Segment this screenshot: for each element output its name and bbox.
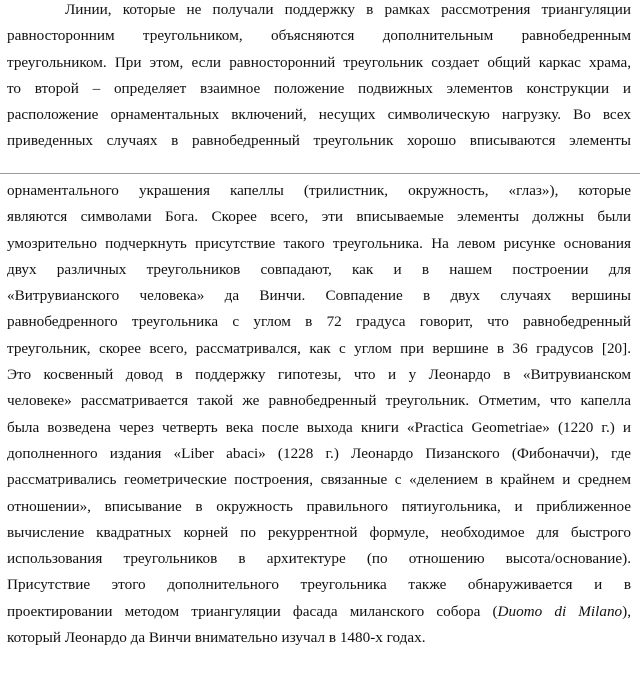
- text-line: человеке» рассматривается такой же равнобедренный треугольник. Отметим, что капелла: [7, 392, 631, 410]
- page-break-divider: [0, 173, 640, 174]
- text-line: дополненного издания «Liber abaci» (1228 г.) Леонардо Пизанского (Фибоначчи), где: [7, 444, 631, 462]
- text-line: «Витрувианского человека» да Винчи. Совпадение в двух случаях вершины: [7, 287, 631, 305]
- text-line-content: проектировании методом триангуляции фасада миланского собора (: [7, 602, 498, 620]
- text-line: использования треугольников в архитектуре (по отношению высота/основание).: [7, 550, 631, 568]
- text-line-content: Линии, которые не получали поддержку в рамках рассмотрения триангуляции: [65, 1, 631, 18]
- text-line: орнаментального украшения капеллы (трилистник, окружность, «глаз»), которые: [7, 182, 631, 199]
- text-line: Это косвенный довод в поддержку гипотезы, что и у Леонардо в «Витрувианском: [7, 366, 631, 384]
- text-line: равносторонним треугольником, объясняются дополнительным равнобедренным: [7, 27, 631, 45]
- text-line: [7, 0, 631, 23]
- text-line: треугольник, скорее всего, рассматривался, как с углом при вершине в 36 градусов [20].: [7, 339, 631, 357]
- text-line: двух различных треугольников совпадают, как и в нашем построении для: [7, 260, 631, 278]
- text-line: вычисление квадратных корней по рекуррентной формуле, необходимое для быстрого: [7, 523, 631, 541]
- text-line-content: ),: [622, 602, 631, 620]
- text-line-final: который Леонардо да Винчи внимательно изучал в 1480-х годах.: [7, 629, 426, 647]
- text-line: расположение орнаментальных включений, несущих символическую нагрузку. Во всех: [7, 106, 631, 124]
- text-line: треугольником. При этом, если равносторонний треугольник создает общий каркас храма,: [7, 53, 631, 71]
- italic-term: Duomo di Milano: [497, 602, 623, 620]
- paragraph-upper: [7, 0, 631, 155]
- text-line: [7, 599, 631, 625]
- text-line: равнобедренного треугольника с углом в 72 градуса говорит, что равнобедренный: [7, 313, 631, 331]
- document-page: [7, 0, 631, 684]
- text-line: приведенных случаях в равнобедренный треугольник хорошо вписываются элементы: [7, 132, 631, 150]
- text-line: Присутствие этого дополнительного треугольника также обнаруживается и в: [7, 576, 631, 594]
- text-line: была возведена через четверть века после выхода книги «Practica Geometriae» (1220 г.) и: [7, 418, 631, 436]
- text-line: являются символами Бога. Скорее всего, эти вписываемые элементы должны были: [7, 208, 631, 226]
- paragraph-lower: [7, 178, 631, 651]
- text-line: умозрительно подчеркнуть присутствие такого треугольника. На левом рисунке основания: [7, 234, 631, 252]
- text-line: рассматривались геометрические построения, связанные с «делением в крайнем и среднем: [7, 471, 631, 489]
- text-line: отношении», вписывание в окружность правильного пятиугольника, и приближенное: [7, 497, 631, 515]
- text-line: то второй – определяет взаимное положение подвижных элементов конструкции и: [7, 79, 631, 97]
